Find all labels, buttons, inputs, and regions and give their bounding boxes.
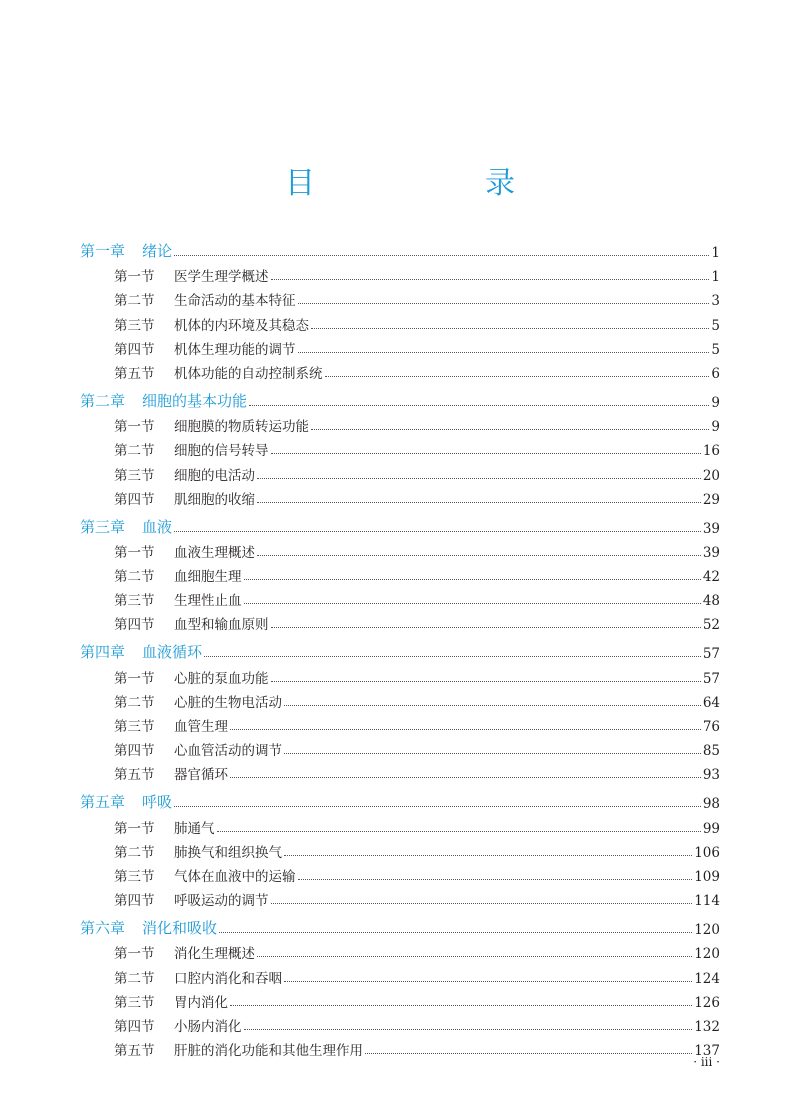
page-title: 目 录	[285, 166, 585, 201]
section-entry-page: 39	[702, 544, 720, 561]
dot-leader	[257, 478, 701, 479]
chapter-entry-title: 血液循环	[142, 643, 203, 662]
section-entry-number: 第三节	[114, 317, 155, 334]
section-entry[interactable]	[80, 585, 720, 609]
dot-leader	[298, 879, 693, 880]
section-entry[interactable]	[80, 962, 720, 986]
section-entry-number: 第五节	[114, 1043, 155, 1060]
dot-leader	[257, 555, 701, 556]
section-entry[interactable]	[80, 309, 720, 333]
chapter-entry[interactable]	[80, 513, 720, 537]
section-entry-page: 9	[711, 419, 720, 436]
dot-leader	[271, 903, 693, 904]
section-entry[interactable]	[80, 358, 720, 382]
section-entry-page: 106	[694, 844, 720, 861]
section-entry-number: 第四节	[114, 341, 155, 358]
section-entry-number: 第三节	[114, 994, 155, 1011]
section-entry-number: 第一节	[114, 269, 155, 286]
dot-leader	[249, 405, 709, 406]
section-entry-page: 1	[711, 269, 720, 286]
section-entry-number: 第三节	[114, 593, 155, 610]
section-entry-title: 生命活动的基本特征	[174, 293, 296, 310]
chapter-entry[interactable]	[80, 638, 720, 662]
section-entry-number: 第一节	[114, 670, 155, 687]
section-entry-title: 心脏的生物电活动	[174, 694, 282, 711]
section-entry-title: 生理性止血	[174, 593, 242, 610]
section-entry-page: 109	[694, 868, 720, 885]
section-entry-title: 消化生理概述	[174, 946, 255, 963]
section-entry-number: 第二节	[114, 694, 155, 711]
section-entry-page: 5	[711, 317, 720, 334]
section-entry-page: 126	[694, 994, 720, 1011]
section-entry-number: 第四节	[114, 893, 155, 910]
section-entry-number: 第一节	[114, 544, 155, 561]
section-entry-number: 第二节	[114, 970, 155, 987]
dot-leader	[244, 603, 701, 604]
chapter-entry[interactable]	[80, 788, 720, 812]
section-entry-number: 第一节	[114, 946, 155, 963]
dot-leader	[271, 279, 710, 280]
section-entry-number: 第四节	[114, 743, 155, 760]
section-entry-number: 第三节	[114, 719, 155, 735]
section-entry-number: 第四节	[114, 617, 155, 634]
section-entry[interactable]	[80, 459, 720, 483]
page-number: · iii ·	[693, 1055, 720, 1069]
section-entry-page: 137	[694, 1043, 720, 1060]
section-entry-page: 20	[702, 467, 720, 484]
section-entry-title: 口腔内消化和吞咽	[174, 970, 282, 987]
section-entry-title: 血液生理概述	[174, 544, 255, 561]
chapter-entry-number: 第一章	[80, 242, 126, 260]
section-entry[interactable]	[80, 987, 720, 1011]
section-entry-title: 气体在血液中的运输	[174, 868, 296, 885]
section-entry-page: 64	[702, 694, 720, 711]
section-entry-number: 第三节	[114, 467, 155, 484]
chapter-entry-number: 第二章	[80, 391, 126, 410]
section-entry[interactable]	[80, 938, 720, 962]
section-entry[interactable]	[80, 812, 720, 836]
chapter-entry-page: 1	[711, 245, 720, 261]
section-entry[interactable]	[80, 735, 720, 759]
section-entry[interactable]	[80, 537, 720, 561]
section-entry-title: 心血管活动的调节	[174, 743, 282, 760]
section-entry[interactable]	[80, 285, 720, 309]
dot-leader	[257, 956, 692, 957]
section-entry[interactable]	[80, 334, 720, 358]
section-entry-title: 心脏的泵血功能	[174, 670, 269, 687]
section-entry-number: 第二节	[114, 293, 155, 310]
section-entry-title: 细胞的电活动	[174, 467, 255, 484]
dot-leader	[244, 1029, 693, 1030]
dot-leader	[365, 1053, 692, 1054]
chapter-entry-page: 120	[694, 922, 720, 939]
section-entry-page: 124	[694, 970, 720, 987]
chapter-entry-title: 呼吸	[142, 793, 173, 812]
chapter-entry-number: 第五章	[80, 793, 126, 812]
section-entry[interactable]	[80, 1011, 720, 1035]
chapter-entry[interactable]	[80, 914, 720, 938]
chapter-entry-number: 第三章	[80, 517, 126, 536]
dot-leader	[257, 502, 701, 503]
dot-leader	[217, 831, 701, 832]
dot-leader	[298, 303, 710, 304]
section-entry-title: 肝脏的消化功能和其他生理作用	[174, 1043, 363, 1060]
section-entry-number: 第二节	[114, 844, 155, 861]
section-entry-title: 器官循环	[174, 767, 228, 784]
section-entry-title: 胃内消化	[174, 994, 228, 1011]
chapter-entry-title: 血液	[142, 517, 173, 536]
section-entry[interactable]	[80, 687, 720, 711]
section-entry-page: 3	[711, 293, 720, 310]
chapter-entry-number: 第四章	[80, 643, 126, 662]
table-of-contents	[80, 237, 720, 1059]
section-entry-page: 5	[711, 341, 720, 358]
dot-leader	[284, 705, 701, 706]
section-entry-title: 血型和输血原则	[174, 617, 269, 634]
chapter-entry-page: 9	[711, 394, 720, 411]
section-entry-page: 76	[702, 719, 720, 735]
section-entry-title: 肌细胞的收缩	[174, 491, 255, 508]
dot-leader	[284, 753, 701, 754]
dot-leader	[219, 932, 692, 933]
section-entry-number: 第一节	[114, 820, 155, 837]
section-entry[interactable]	[80, 435, 720, 459]
dot-leader	[284, 981, 692, 982]
section-entry-number: 第四节	[114, 491, 155, 508]
section-entry[interactable]	[80, 561, 720, 585]
section-entry-page: 6	[711, 365, 720, 382]
section-entry-page: 42	[702, 569, 720, 586]
section-entry[interactable]	[80, 1035, 720, 1059]
chapter-entry-page: 98	[702, 796, 720, 813]
section-entry[interactable]	[80, 261, 720, 285]
section-entry-page: 85	[702, 743, 720, 760]
dot-leader	[230, 1005, 692, 1006]
dot-leader	[174, 531, 701, 532]
section-entry-title: 机体生理功能的调节	[174, 341, 296, 358]
section-entry-title: 细胞的信号转导	[174, 443, 269, 460]
section-entry-page: 57	[702, 670, 720, 687]
section-entry-number: 第二节	[114, 569, 155, 586]
section-entry[interactable]	[80, 885, 720, 909]
section-entry-page: 99	[702, 820, 720, 837]
dot-leader	[298, 352, 710, 353]
section-entry-page: 48	[702, 593, 720, 610]
chapter-entry-page: 57	[702, 646, 720, 663]
section-entry-number: 第五节	[114, 365, 155, 382]
section-entry-page: 16	[702, 443, 720, 460]
section-entry[interactable]	[80, 411, 720, 435]
section-entry-title: 小肠内消化	[174, 1018, 242, 1035]
chapter-entry-title: 细胞的基本功能	[142, 391, 248, 410]
section-entry-page: 114	[694, 893, 720, 910]
section-entry-title: 血细胞生理	[174, 569, 242, 586]
section-entry[interactable]	[80, 759, 720, 783]
section-entry-title: 机体功能的自动控制系统	[174, 365, 323, 382]
chapter-entry[interactable]	[80, 237, 720, 261]
section-entry-number: 第二节	[114, 443, 155, 460]
dot-leader	[174, 255, 709, 256]
dot-leader	[325, 376, 710, 377]
section-entry[interactable]	[80, 711, 720, 735]
dot-leader	[271, 453, 701, 454]
section-entry-title: 医学生理学概述	[174, 269, 269, 286]
section-entry-number: 第一节	[114, 419, 155, 436]
section-entry[interactable]	[80, 609, 720, 633]
chapter-entry-number: 第六章	[80, 919, 126, 938]
chapter-entry-page: 39	[702, 520, 720, 537]
section-entry-page: 93	[702, 767, 720, 784]
section-entry-page: 120	[694, 946, 720, 963]
dot-leader	[174, 806, 701, 807]
section-entry[interactable]	[80, 837, 720, 861]
section-entry[interactable]	[80, 861, 720, 885]
dot-leader	[230, 729, 701, 730]
section-entry-title: 肺换气和组织换气	[174, 844, 282, 861]
section-entry-title: 呼吸运动的调节	[174, 893, 269, 910]
section-entry-number: 第三节	[114, 868, 155, 885]
dot-leader	[271, 681, 701, 682]
dot-leader	[311, 328, 709, 329]
chapter-entry[interactable]	[80, 387, 720, 411]
dot-leader	[204, 656, 701, 657]
chapter-entry-title: 绪论	[142, 242, 173, 260]
dot-leader	[311, 429, 709, 430]
dot-leader	[244, 579, 701, 580]
dot-leader	[271, 627, 701, 628]
section-entry-number: 第四节	[114, 1018, 155, 1035]
section-entry-title: 细胞膜的物质转运功能	[174, 419, 309, 436]
section-entry-title: 肺通气	[174, 820, 215, 837]
section-entry-page: 132	[694, 1018, 720, 1035]
section-entry[interactable]	[80, 484, 720, 508]
section-entry-title: 血管生理	[174, 719, 228, 735]
dot-leader	[284, 855, 692, 856]
section-entry-number: 第五节	[114, 767, 155, 784]
section-entry-page: 29	[702, 491, 720, 508]
dot-leader	[230, 777, 701, 778]
chapter-entry-title: 消化和吸收	[142, 919, 218, 938]
section-entry[interactable]	[80, 662, 720, 686]
section-entry-title: 机体的内环境及其稳态	[174, 317, 309, 334]
section-entry-page: 52	[702, 617, 720, 634]
